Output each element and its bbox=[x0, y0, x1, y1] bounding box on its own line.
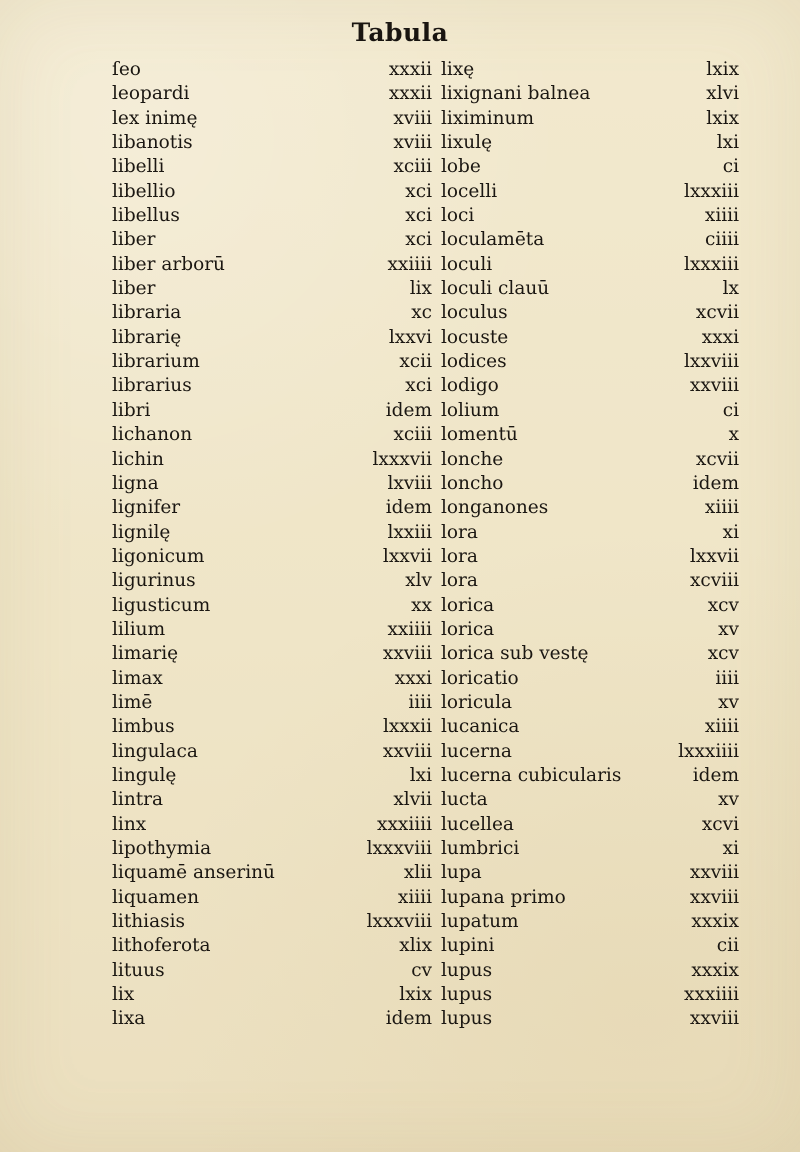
entry-reference: xlvii bbox=[393, 789, 432, 811]
index-entry bbox=[441, 1007, 739, 1031]
index-entry bbox=[441, 545, 739, 569]
entry-reference: xxxiiii bbox=[684, 984, 739, 1006]
entry-reference: xc bbox=[411, 302, 432, 324]
index-entry bbox=[112, 934, 432, 958]
entry-term: limbus bbox=[112, 716, 175, 738]
entry-term: liquamen bbox=[112, 886, 200, 908]
entry-term: librarię bbox=[112, 326, 182, 348]
entry-reference: xxxi bbox=[394, 667, 432, 689]
entry-reference: xcviii bbox=[690, 570, 739, 592]
index-entry bbox=[112, 813, 432, 837]
entry-reference: xcvii bbox=[695, 302, 739, 324]
entry-term: lucta bbox=[441, 789, 488, 811]
entry-reference: xciii bbox=[393, 424, 432, 446]
entry-term: locelli bbox=[441, 180, 498, 202]
entry-reference: ci bbox=[722, 156, 739, 178]
entry-term: lupus bbox=[441, 984, 493, 1006]
entry-term: libraria bbox=[112, 302, 182, 324]
index-entry bbox=[441, 691, 739, 715]
index-entry bbox=[112, 618, 432, 642]
entry-term: lixa bbox=[112, 1008, 146, 1030]
entry-reference: xx bbox=[411, 594, 432, 616]
index-entry bbox=[112, 350, 432, 374]
entry-term: ligonicum bbox=[112, 545, 205, 567]
index-entry bbox=[441, 837, 739, 861]
entry-term: lichin bbox=[112, 448, 164, 470]
entry-reference: lxi bbox=[716, 132, 739, 154]
index-entry bbox=[112, 983, 432, 1007]
index-entry bbox=[441, 472, 739, 496]
entry-reference: iiii bbox=[408, 691, 432, 713]
index-entry bbox=[441, 496, 739, 520]
entry-term: lixulę bbox=[441, 132, 493, 154]
index-entry bbox=[112, 959, 432, 983]
index-entry bbox=[112, 204, 432, 228]
index-entry bbox=[112, 82, 432, 106]
index-entry bbox=[441, 155, 739, 179]
index-entry bbox=[112, 399, 432, 423]
entry-reference: xxviii bbox=[689, 886, 739, 908]
index-entry bbox=[112, 155, 432, 179]
entry-term: loculus bbox=[441, 302, 508, 324]
entry-term: ligurinus bbox=[112, 570, 196, 592]
entry-term: loricula bbox=[441, 691, 513, 713]
entry-reference: xxxii bbox=[388, 59, 432, 80]
entry-reference: xiiii bbox=[704, 716, 739, 738]
entry-reference: xlix bbox=[399, 935, 432, 957]
index-entry bbox=[112, 569, 432, 593]
entry-term: lorica bbox=[441, 618, 495, 640]
index-entry bbox=[441, 886, 739, 910]
entry-reference: xlvi bbox=[706, 83, 739, 105]
index-entry bbox=[112, 58, 432, 82]
entry-term: lingulę bbox=[112, 764, 177, 786]
entry-term: lixignani balnea bbox=[441, 83, 591, 105]
entry-reference: lxxxii bbox=[382, 716, 432, 738]
entry-reference: lix bbox=[409, 278, 432, 300]
entry-reference: xiiii bbox=[397, 886, 432, 908]
entry-term: ligna bbox=[112, 472, 159, 494]
entry-term: loculi clauū bbox=[441, 278, 550, 300]
entry-reference: idem bbox=[385, 399, 432, 421]
index-column-right bbox=[441, 58, 739, 1032]
entry-term: lipothymia bbox=[112, 838, 212, 859]
entry-reference: xxviii bbox=[382, 643, 432, 665]
entry-term: lupatum bbox=[441, 911, 519, 933]
index-entry bbox=[441, 131, 739, 155]
entry-reference: xiiii bbox=[704, 497, 739, 519]
entry-reference: ciiii bbox=[704, 229, 739, 251]
entry-term: lithiasis bbox=[112, 911, 186, 933]
entry-reference: xciii bbox=[393, 156, 432, 178]
entry-reference: idem bbox=[692, 472, 739, 494]
entry-reference: idem bbox=[385, 497, 432, 519]
index-entry bbox=[112, 277, 432, 301]
entry-term: libellio bbox=[112, 180, 176, 202]
index-entry bbox=[112, 861, 432, 885]
entry-term: limē bbox=[112, 691, 153, 713]
index-entry bbox=[441, 642, 739, 666]
entry-reference: xcv bbox=[707, 643, 739, 665]
entry-reference: xi bbox=[722, 838, 739, 859]
index-entry bbox=[112, 253, 432, 277]
index-entry bbox=[441, 618, 739, 642]
index-entry bbox=[441, 350, 739, 374]
entry-reference: xci bbox=[405, 229, 432, 251]
entry-term: lomentū bbox=[441, 424, 518, 446]
entry-term: libelli bbox=[112, 156, 165, 178]
entry-term: libanotis bbox=[112, 132, 193, 154]
index-entry bbox=[112, 715, 432, 739]
entry-reference: xxiiii bbox=[387, 253, 432, 275]
index-entry bbox=[112, 788, 432, 812]
entry-term: lumbrici bbox=[441, 838, 520, 859]
entry-term: liber arborū bbox=[112, 253, 225, 275]
entry-reference: xcvi bbox=[701, 813, 739, 835]
entry-reference: xxviii bbox=[689, 375, 739, 397]
index-entry bbox=[112, 910, 432, 934]
entry-term: lupa bbox=[441, 862, 482, 884]
entry-term: lolium bbox=[441, 399, 500, 421]
entry-term: lixę bbox=[441, 59, 475, 80]
index-column-left bbox=[112, 58, 432, 1032]
entry-term: lora bbox=[441, 545, 478, 567]
entry-term: lupana primo bbox=[441, 886, 566, 908]
entry-term: lora bbox=[441, 570, 478, 592]
index-entry bbox=[112, 107, 432, 131]
entry-reference: lxxxvii bbox=[372, 448, 432, 470]
entry-reference: xxviii bbox=[689, 1008, 739, 1030]
entry-reference: lxxiii bbox=[387, 521, 432, 543]
entry-term: lodices bbox=[441, 351, 507, 373]
index-entry bbox=[441, 861, 739, 885]
entry-term: lupus bbox=[441, 1008, 493, 1030]
entry-reference: xxviii bbox=[382, 740, 432, 762]
index-entry bbox=[441, 326, 739, 350]
entry-reference: xviii bbox=[393, 132, 432, 154]
index-entry bbox=[441, 521, 739, 545]
index-entry bbox=[441, 277, 739, 301]
index-entry bbox=[441, 58, 739, 82]
entry-term: lupus bbox=[441, 959, 493, 981]
entry-reference: xv bbox=[718, 618, 739, 640]
entry-term: liber bbox=[112, 229, 156, 251]
entry-term: ſeo bbox=[112, 59, 141, 80]
entry-term: lichanon bbox=[112, 424, 193, 446]
entry-term: lorica sub vestę bbox=[441, 643, 589, 665]
index-entry bbox=[441, 448, 739, 472]
entry-reference: xci bbox=[405, 180, 432, 202]
index-entry bbox=[441, 423, 739, 447]
entry-reference: xviii bbox=[393, 107, 432, 129]
index-entry bbox=[112, 326, 432, 350]
entry-reference: lxix bbox=[706, 59, 739, 80]
entry-term: libellus bbox=[112, 205, 180, 227]
entry-term: lituus bbox=[112, 959, 165, 981]
entry-term: lucerna bbox=[441, 740, 512, 762]
entry-reference: xv bbox=[718, 789, 739, 811]
index-entry bbox=[441, 813, 739, 837]
index-entry bbox=[441, 374, 739, 398]
index-entry bbox=[441, 228, 739, 252]
entry-reference: xxxix bbox=[691, 959, 739, 981]
index-entry bbox=[112, 228, 432, 252]
entry-term: lodigo bbox=[441, 375, 499, 397]
entry-reference: lxviii bbox=[387, 472, 432, 494]
entry-term: lingulaca bbox=[112, 740, 198, 762]
entry-reference: xxviii bbox=[689, 862, 739, 884]
entry-reference: xlv bbox=[405, 570, 432, 592]
entry-term: loci bbox=[441, 205, 475, 227]
index-entry bbox=[112, 180, 432, 204]
index-entry bbox=[112, 545, 432, 569]
index-entry bbox=[441, 934, 739, 958]
entry-reference: xcii bbox=[399, 351, 432, 373]
entry-term: lithoferota bbox=[112, 935, 211, 957]
entry-term: loricatio bbox=[441, 667, 519, 689]
entry-term: libri bbox=[112, 399, 151, 421]
index-entry bbox=[441, 983, 739, 1007]
entry-term: lucellea bbox=[441, 813, 514, 835]
entry-reference: lxxvii bbox=[382, 545, 432, 567]
index-entry bbox=[112, 886, 432, 910]
entry-term: linx bbox=[112, 813, 147, 835]
index-entry bbox=[112, 642, 432, 666]
entry-reference: xv bbox=[718, 691, 739, 713]
index-entry bbox=[441, 594, 739, 618]
entry-term: lignifer bbox=[112, 497, 181, 519]
index-entry bbox=[112, 131, 432, 155]
entry-reference: lxxviii bbox=[684, 351, 739, 373]
index-entry bbox=[112, 301, 432, 325]
entry-term: ligusticum bbox=[112, 594, 211, 616]
entry-reference: lxxxiiii bbox=[678, 740, 739, 762]
entry-reference: xxiiii bbox=[387, 618, 432, 640]
entry-term: lora bbox=[441, 521, 478, 543]
index-entry bbox=[441, 788, 739, 812]
entry-term: lintra bbox=[112, 789, 164, 811]
page-title: Tabula bbox=[351, 18, 449, 47]
index-entry bbox=[112, 594, 432, 618]
entry-term: lilium bbox=[112, 618, 166, 640]
entry-reference: xxxii bbox=[388, 83, 432, 105]
entry-reference: xcvii bbox=[695, 448, 739, 470]
entry-reference: xci bbox=[405, 375, 432, 397]
index-entry bbox=[441, 764, 739, 788]
entry-term: loculamēta bbox=[441, 229, 545, 251]
index-entry bbox=[112, 1007, 432, 1031]
entry-term: lignilę bbox=[112, 521, 171, 543]
entry-term: lucanica bbox=[441, 716, 520, 738]
entry-reference: xxxix bbox=[691, 911, 739, 933]
entry-term: librarius bbox=[112, 375, 192, 397]
entry-reference: lxi bbox=[409, 764, 432, 786]
entry-reference: x bbox=[728, 424, 739, 446]
index-entry bbox=[441, 740, 739, 764]
entry-term: lex inimę bbox=[112, 107, 198, 129]
entry-reference: xlii bbox=[403, 862, 432, 884]
index-entry bbox=[112, 423, 432, 447]
entry-reference: lxxvii bbox=[689, 545, 739, 567]
index-entry bbox=[441, 82, 739, 106]
entry-term: liximinum bbox=[441, 107, 535, 129]
index-entry bbox=[441, 204, 739, 228]
entry-reference: idem bbox=[385, 1008, 432, 1030]
entry-term: loculi bbox=[441, 253, 493, 275]
index-entry bbox=[112, 496, 432, 520]
entry-reference: lxxxiii bbox=[684, 180, 739, 202]
entry-reference: xi bbox=[722, 521, 739, 543]
entry-term: locuste bbox=[441, 326, 509, 348]
entry-reference: xxxi bbox=[701, 326, 739, 348]
index-entry bbox=[441, 399, 739, 423]
entry-reference: xxxiiii bbox=[377, 813, 432, 835]
entry-term: lorica bbox=[441, 594, 495, 616]
index-entry bbox=[441, 180, 739, 204]
entry-term: lix bbox=[112, 984, 135, 1006]
index-entry bbox=[112, 691, 432, 715]
entry-term: librarium bbox=[112, 351, 200, 373]
entry-reference: lxxvi bbox=[388, 326, 432, 348]
index-entry bbox=[441, 667, 739, 691]
entry-reference: xcv bbox=[707, 594, 739, 616]
entry-reference: lxxxviii bbox=[366, 911, 432, 933]
index-entry bbox=[441, 569, 739, 593]
entry-term: loncho bbox=[441, 472, 504, 494]
index-entry bbox=[112, 667, 432, 691]
index-entry bbox=[441, 301, 739, 325]
entry-reference: cv bbox=[411, 959, 432, 981]
index-entry bbox=[112, 740, 432, 764]
index-entry bbox=[441, 959, 739, 983]
entry-reference: idem bbox=[692, 764, 739, 786]
entry-term: longanones bbox=[441, 497, 549, 519]
entry-reference: lxxxviii bbox=[366, 838, 432, 859]
entry-reference: xiiii bbox=[704, 205, 739, 227]
entry-reference: iiii bbox=[715, 667, 739, 689]
index-entry bbox=[441, 910, 739, 934]
index-entry bbox=[112, 521, 432, 545]
entry-reference: lxix bbox=[706, 107, 739, 129]
index-entry bbox=[112, 374, 432, 398]
entry-term: leopardi bbox=[112, 83, 190, 105]
entry-reference: lxxxiii bbox=[684, 253, 739, 275]
index-entry bbox=[441, 715, 739, 739]
index-entry bbox=[112, 448, 432, 472]
entry-reference: lxix bbox=[399, 984, 432, 1006]
entry-reference: cii bbox=[716, 935, 739, 957]
index-entry bbox=[112, 764, 432, 788]
entry-term: liquamē anserinū bbox=[112, 862, 275, 884]
index-entry bbox=[441, 253, 739, 277]
entry-term: limax bbox=[112, 667, 163, 689]
entry-term: limarię bbox=[112, 643, 179, 665]
entry-term: lonche bbox=[441, 448, 504, 470]
entry-reference: xci bbox=[405, 205, 432, 227]
entry-term: liber bbox=[112, 278, 156, 300]
entry-reference: ci bbox=[722, 399, 739, 421]
index-entry bbox=[112, 472, 432, 496]
index-entry bbox=[112, 837, 432, 861]
index-entry bbox=[441, 107, 739, 131]
entry-reference: lx bbox=[722, 278, 739, 300]
entry-term: lobe bbox=[441, 156, 481, 178]
entry-term: lupini bbox=[441, 935, 495, 957]
entry-term: lucerna cubicularis bbox=[441, 764, 622, 786]
